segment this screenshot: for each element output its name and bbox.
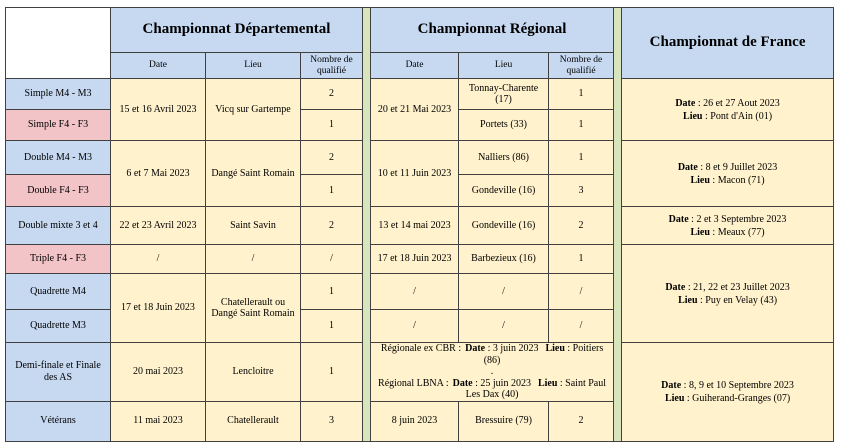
reg-date-cell: 13 et 14 mai 2023: [371, 207, 459, 245]
row-label: Quadrette M4: [6, 274, 111, 310]
note-line-lbna: [373, 378, 611, 401]
row-label: Double F4 - F3: [6, 175, 111, 207]
dep-date-cell: 11 mai 2023: [111, 401, 206, 441]
reg-nombre-cell: 1: [549, 245, 614, 274]
reg-date-cell: 20 et 21 Mai 2023: [371, 79, 459, 141]
table-row: [6, 79, 834, 110]
row-label: Double mixte 3 et 4: [6, 207, 111, 245]
dep-lieu-cell: Vicq sur Gartempe: [206, 79, 301, 141]
reg-date-cell: 17 et 18 Juin 2023: [371, 245, 459, 274]
reg-lieu-cell: Tonnay-Charente (17): [459, 79, 549, 110]
note-separator: .: [490, 366, 494, 377]
dep-nombre-cell: 2: [301, 207, 363, 245]
lieu-value: : Pont d'Ain (01): [702, 110, 773, 122]
row-label: Demi-finale et Finale des AS: [6, 343, 111, 402]
date-value: : 8 et 9 Juillet 2023: [697, 161, 778, 173]
reg-nombre-cell: /: [549, 274, 614, 310]
date-label: Date: [675, 97, 696, 109]
lieu-value: : Guiherand-Granges (07): [684, 392, 791, 404]
reg-lieu-cell: /: [459, 310, 549, 343]
header-row-titles: [6, 8, 834, 53]
dep-lieu-cell: Chatellerault: [206, 401, 301, 441]
france-cell: [622, 141, 834, 207]
reg-nombre-cell: 1: [549, 141, 614, 175]
reg-lieu-header: Lieu: [459, 53, 549, 79]
reg-date-header: Date: [371, 53, 459, 79]
lieu-label: Lieu: [678, 294, 698, 306]
dep-lieu-cell: Dangé Saint Romain: [206, 141, 301, 207]
dep-date-cell: 6 et 7 Mai 2023: [111, 141, 206, 207]
note-prefix: Régional LBNA :: [378, 377, 449, 389]
date-label: Date: [668, 213, 689, 225]
regional-title: Championnat Régional: [371, 8, 614, 53]
date-value: : 25 juin 2023: [472, 377, 531, 389]
lieu-value: : Macon (71): [709, 174, 765, 186]
reg-date-cell: 10 et 11 Juin 2023: [371, 141, 459, 207]
note-prefix: Régionale ex CBR :: [380, 343, 462, 354]
reg-lieu-cell: /: [459, 274, 549, 310]
lieu-label: Lieu: [545, 343, 565, 354]
france-date-line: [624, 379, 831, 392]
dep-lieu-cell: Chatellerault ou Dangé Saint Romain: [206, 274, 301, 343]
lieu-value: : Meaux (77): [709, 226, 765, 238]
row-label: Triple F4 - F3: [6, 245, 111, 274]
reg-nombre-cell: 1: [549, 79, 614, 110]
lieu-value: : Poitiers (86): [483, 343, 604, 366]
date-label: Date: [665, 281, 686, 293]
reg-lieu-cell: Gondeville (16): [459, 207, 549, 245]
reg-nombre-cell: 1: [549, 110, 614, 141]
date-value: : 21, 22 et 23 Juillet 2023: [685, 281, 790, 293]
lieu-label: Lieu: [537, 377, 558, 389]
dep-nombre-cell: 2: [301, 141, 363, 175]
row-label: Double M4 - M3: [6, 141, 111, 175]
reg-nombre-cell: /: [549, 310, 614, 343]
dep-date-cell: 15 et 16 Avril 2023: [111, 79, 206, 141]
dep-nombre-cell: 1: [301, 274, 363, 310]
france-cell: [622, 245, 834, 343]
lieu-value: : Saint Paul Les Dax (40): [465, 377, 607, 400]
championship-table: [5, 7, 834, 442]
dep-lieu-cell: /: [206, 245, 301, 274]
reg-date-cell: 8 juin 2023: [371, 401, 459, 441]
france-date-line: [624, 97, 831, 110]
dep-nombre-cell: 2: [301, 79, 363, 110]
dep-date-cell: /: [111, 245, 206, 274]
lieu-label: Lieu: [683, 110, 703, 122]
france-date-line: [624, 161, 831, 174]
france-lieu-line: [624, 174, 831, 187]
row-label: Simple F4 - F3: [6, 110, 111, 141]
france-cell: [622, 207, 834, 245]
france-lieu-line: [624, 392, 831, 405]
france-lieu-line: [624, 226, 831, 239]
dep-nombre-cell: 1: [301, 343, 363, 402]
date-label: Date: [452, 377, 473, 389]
france-cell: [622, 79, 834, 141]
france-lieu-line: [624, 294, 831, 307]
dep-nombre-cell: 3: [301, 401, 363, 441]
date-value: : 3 juin 2023: [485, 343, 539, 354]
reg-nombre-cell: 2: [549, 207, 614, 245]
reg-nombre-cell: 3: [549, 175, 614, 207]
date-value: : 26 et 27 Aout 2023: [695, 97, 780, 109]
reg-lieu-cell: Bressuire (79): [459, 401, 549, 441]
dep-nombre-cell: 1: [301, 175, 363, 207]
date-label: Date: [661, 379, 682, 391]
reg-lieu-cell: Barbezieux (16): [459, 245, 549, 274]
lieu-label: Lieu: [690, 226, 710, 238]
reg-lieu-cell: Gondeville (16): [459, 175, 549, 207]
reg-nombre-cell: 2: [549, 401, 614, 441]
table-row: [6, 343, 834, 402]
reg-date-cell: /: [371, 310, 459, 343]
regional-finale-note: [371, 343, 614, 402]
lieu-label: Lieu: [664, 392, 685, 404]
lieu-value: : Puy en Velay (43): [697, 294, 778, 306]
reg-lieu-cell: Portets (33): [459, 110, 549, 141]
date-value: : 2 et 3 Septembre 2023: [688, 213, 787, 225]
dep-lieu-header: Lieu: [206, 53, 301, 79]
dep-date-header: Date: [111, 53, 206, 79]
dep-nombre-cell: 1: [301, 310, 363, 343]
france-date-line: [624, 281, 831, 294]
dep-nombre-header: Nombre de qualifié: [301, 53, 363, 79]
table-row: [6, 141, 834, 175]
corner-cell: [6, 8, 111, 79]
france-title: Championnat de France: [622, 8, 834, 79]
table-row: [6, 207, 834, 245]
dep-date-cell: 22 et 23 Avril 2023: [111, 207, 206, 245]
row-label: Simple M4 - M3: [6, 79, 111, 110]
france-lieu-line: [624, 110, 831, 123]
dep-nombre-cell: 1: [301, 110, 363, 141]
france-cell: [622, 343, 834, 442]
date-value: : 8, 9 et 10 Septembre 2023: [681, 379, 794, 391]
table-row: [6, 245, 834, 274]
row-label: Quadrette M3: [6, 310, 111, 343]
dep-nombre-cell: /: [301, 245, 363, 274]
column-separator-left: [363, 8, 371, 442]
reg-date-cell: /: [371, 274, 459, 310]
date-label: Date: [677, 161, 698, 173]
dep-lieu-cell: Lencloitre: [206, 343, 301, 402]
row-label: Vétérans: [6, 401, 111, 441]
dep-date-cell: 20 mai 2023: [111, 343, 206, 402]
lieu-label: Lieu: [690, 174, 710, 186]
reg-nombre-header: Nombre de qualifié: [549, 53, 614, 79]
date-label: Date: [465, 343, 486, 354]
departemental-title: Championnat Départemental: [111, 8, 363, 53]
column-separator-right: [614, 8, 622, 442]
france-date-line: [624, 213, 831, 226]
reg-lieu-cell: Nalliers (86): [459, 141, 549, 175]
dep-lieu-cell: Saint Savin: [206, 207, 301, 245]
note-line-cbr: [373, 343, 611, 366]
dep-date-cell: 17 et 18 Juin 2023: [111, 274, 206, 343]
